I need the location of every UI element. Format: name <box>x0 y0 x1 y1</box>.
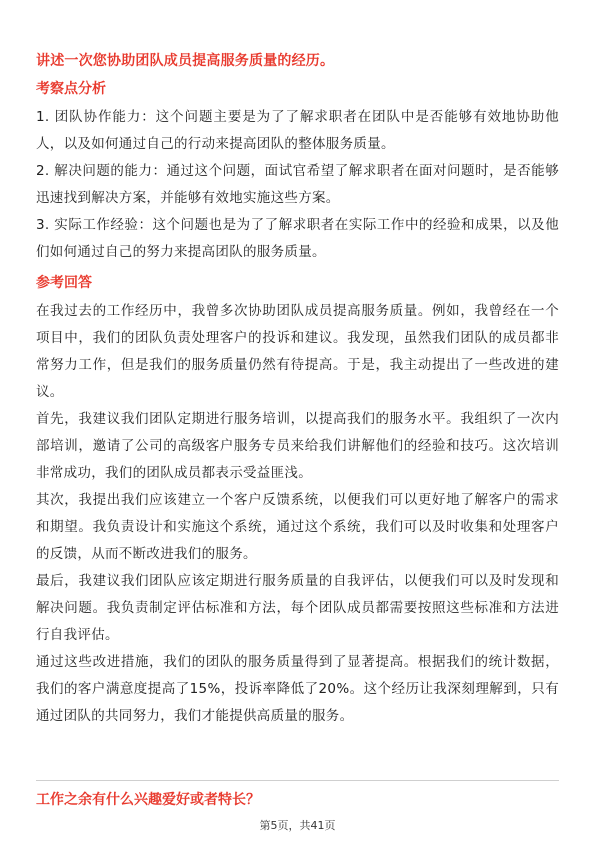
answer-paragraph: 首先，我建议我们团队定期进行服务培训，以提高我们的服务水平。我组织了一次内部培训，邀请了公司的高级客户服务专员来给我们讲解他们的经验和技巧。这次培训非常成功，我们的团队成员都表示受益匪浅。 <box>36 411 559 481</box>
page-content <box>36 50 559 731</box>
analysis-point: 1. 团队协作能力：这个问题主要是为了了解求职者在团队中是否能够有效地协助他人，以及如何通过自己的行动来提高团队的整体服务质量。 <box>36 109 559 152</box>
answer-heading: 参考回答 <box>36 275 92 291</box>
answer-paragraph: 在我过去的工作经历中，我曾多次协助团队成员提高服务质量。例如，我曾经在一个项目中，我们的团队负责处理客户的投诉和建议。我发现，虽然我们团队的成员都非常努力工作，但是我们的服务质量仍然有待提高。于是，我主动提出了一些改进的建议。 <box>36 303 559 400</box>
page-number-footer: 第5页，共41页 <box>259 819 336 832</box>
analysis-heading: 考察点分析 <box>36 81 106 97</box>
analysis-point: 2. 解决问题的能力：通过这个问题，面试官希望了解求职者在面对问题时，是否能够迅速找到解决方案，并能够有效地实施这些方案。 <box>36 163 559 206</box>
section-divider <box>36 780 559 781</box>
question-title: 讲述一次您协助团队成员提高服务质量的经历。 <box>36 53 335 69</box>
answer-paragraph: 通过这些改进措施，我们的团队的服务质量得到了显著提高。根据我们的统计数据，我们的客户满意度提高了15%，投诉率降低了20%。这个经历让我深刻理解到，只有通过团队的共同努力，我们才能提供高质量的服务。 <box>36 654 559 724</box>
next-question-title: 工作之余有什么兴趣爱好或者特长？ <box>36 792 260 808</box>
analysis-point: 3. 实际工作经验：这个问题也是为了了解求职者在实际工作中的经验和成果，以及他们如何通过自己的努力来提高团队的服务质量。 <box>36 217 559 260</box>
answer-paragraphs <box>36 298 559 730</box>
analysis-points <box>36 104 559 266</box>
answer-paragraph: 最后，我建议我们团队应该定期进行服务质量的自我评估，以便我们可以及时发现和解决问题。我负责制定评估标准和方法，每个团队成员都需要按照这些标准和方法进行自我评估。 <box>36 573 559 643</box>
answer-paragraph: 其次，我提出我们应该建立一个客户反馈系统，以便我们可以更好地了解客户的需求和期望。我负责设计和实施这个系统，通过这个系统，我们可以及时收集和处理客户的反馈，从而不断改进我们的服务。 <box>36 492 559 562</box>
